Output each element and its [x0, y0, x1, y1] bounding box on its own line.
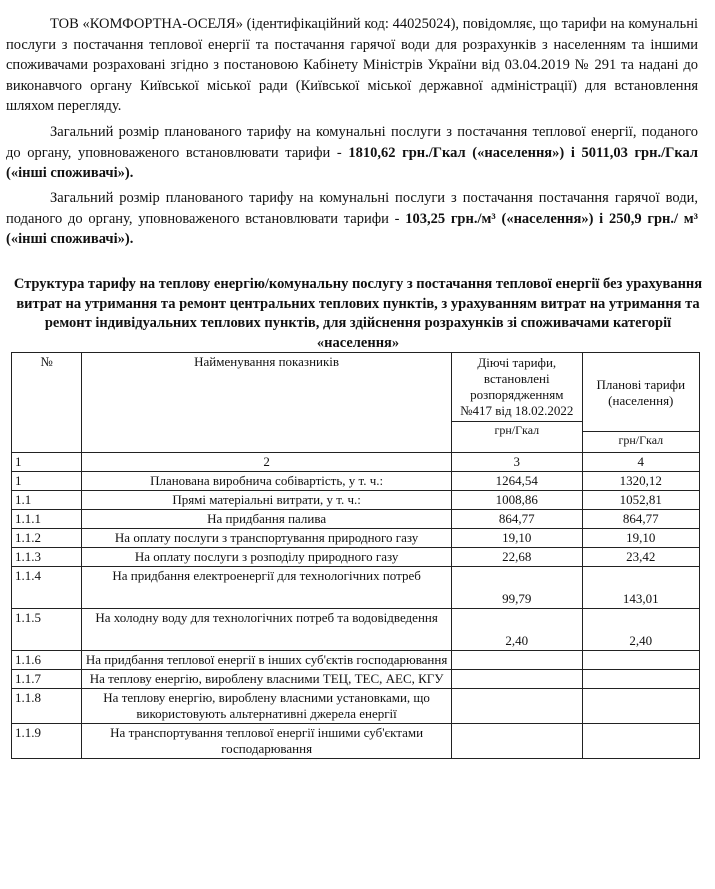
row-planned-value: 23,42 — [582, 548, 699, 567]
row-name: На холодну воду для технологічних потреб та водовідведення — [82, 609, 452, 651]
row-planned-value: 2,40 — [582, 609, 699, 651]
row-current-value: 22,68 — [452, 548, 583, 567]
row-planned-value — [582, 724, 699, 759]
intro-paragraph-1 — [6, 14, 698, 117]
table-header-row — [12, 353, 700, 453]
row-planned-value — [582, 670, 699, 689]
intro-text-2: Загальний розмір планованого тарифу на комунальні послуги з постачання теплової енергії, поданого до органу, уповноваженого встановлювати тарифи - — [6, 124, 698, 161]
table-row — [12, 689, 700, 724]
row-number: 1.1.5 — [12, 609, 82, 651]
header-planned — [582, 353, 699, 453]
table-title: Структура тарифу на теплову енергію/комунальну послугу з постачання теплової енергії без урахування витрат на утримання та ремонт центральних теплових пунктів, з урахуванням витрат на утримання та ремонт індивідуальних теплових пунктів, для здійснення розрахунків зі споживачами категорії «населення» — [13, 276, 703, 351]
row-planned-value: 1052,81 — [582, 491, 699, 510]
row-number: 1.1.1 — [12, 510, 82, 529]
row-number: 1.1.6 — [12, 651, 82, 670]
row-number: 1.1.8 — [12, 689, 82, 724]
row-current-value: 864,77 — [452, 510, 583, 529]
row-name: На теплову енергію, вироблену власними установками, що використовують альтернативні джерела енергії — [82, 689, 452, 724]
row-number: 1.1.3 — [12, 548, 82, 567]
tariff-structure-table — [11, 352, 700, 759]
row-current-value: 1264,54 — [452, 472, 583, 491]
row-current-value: 1008,86 — [452, 491, 583, 510]
row-number: 1.1.9 — [12, 724, 82, 759]
table-row — [12, 724, 700, 759]
col-number-4: 4 — [582, 453, 699, 472]
header-planned-label: Планові тарифи (населення) — [596, 377, 686, 408]
table-row — [12, 529, 700, 548]
header-current — [452, 353, 583, 453]
row-current-value — [452, 670, 583, 689]
table-row — [12, 651, 700, 670]
row-current-value: 19,10 — [452, 529, 583, 548]
row-name: На транспортування теплової енергії іншими суб'єктами господарювання — [82, 724, 452, 759]
table-row — [12, 510, 700, 529]
row-planned-value: 19,10 — [582, 529, 699, 548]
row-number: 1.1 — [12, 491, 82, 510]
row-name: Планована виробнича собівартість, у т. ч.: — [82, 472, 452, 491]
col-number-2: 2 — [82, 453, 452, 472]
row-number: 1.1.4 — [12, 567, 82, 609]
row-number: 1.1.2 — [12, 529, 82, 548]
row-current-value: 99,79 — [452, 567, 583, 609]
table-row — [12, 567, 700, 609]
table-row — [12, 548, 700, 567]
header-current-unit: грн/Гкал — [452, 421, 582, 438]
row-name: На оплату послуги з транспортування природного газу — [82, 529, 452, 548]
row-name: Прямі матеріальні витрати, у т. ч.: — [82, 491, 452, 510]
intro-paragraph-2 — [6, 122, 698, 184]
water-tariff-values: 103,25 грн./м³ («населення») і 250,9 грн./ м³ («інші споживачі»). — [6, 210, 698, 247]
table-row — [12, 472, 700, 491]
header-current-label: Діючі тарифи, встановлені розпорядженням №417 від 18.02.2022 — [460, 355, 574, 418]
header-name: Найменування показників — [82, 353, 452, 453]
table-row — [12, 491, 700, 510]
intro-text-1: ТОВ «КОМФОРТНА-ОСЕЛЯ» (ідентифікаційний код: 44025024), повідомляє, що тарифи на комунальні послуги з постачання теплової енергії та постачання гарячої води для розрахунків з населенням та іншими споживачами розраховані згідно з постановою Кабінету Міністрів України від 03.04.2019 № 291 та надані до виконавчого органу Київської міської ради (Київської міської державної адміністрації) для встановлення шляхом перегляду. — [6, 16, 698, 114]
row-name: На теплову енергію, вироблену власними ТЕЦ, ТЕС, АЕС, КГУ — [82, 670, 452, 689]
row-name: На придбання палива — [82, 510, 452, 529]
column-numbers-row — [12, 453, 700, 472]
row-current-value — [452, 651, 583, 670]
row-number: 1.1.7 — [12, 670, 82, 689]
intro-text-3: Загальний розмір планованого тарифу на комунальні послуги з постачання постачання гарячої води, поданого до органу, уповноваженого встановлювати тарифи - — [6, 190, 698, 227]
heat-tariff-values: 1810,62 грн./Гкал («населення») і 5011,03 грн./Гкал («інші споживачі»). — [6, 144, 698, 181]
row-current-value — [452, 724, 583, 759]
table-row — [12, 670, 700, 689]
row-name: На придбання теплової енергії в інших суб'єктів господарювання — [82, 651, 452, 670]
intro-paragraph-3 — [6, 188, 698, 250]
header-planned-box — [583, 353, 699, 431]
row-planned-value: 143,01 — [582, 567, 699, 609]
row-planned-value: 1320,12 — [582, 472, 699, 491]
header-no: № — [12, 353, 82, 453]
table-row — [12, 609, 700, 651]
row-number: 1 — [12, 472, 82, 491]
col-number-1: 1 — [12, 453, 82, 472]
row-planned-value: 864,77 — [582, 510, 699, 529]
col-number-3: 3 — [452, 453, 583, 472]
row-planned-value — [582, 689, 699, 724]
row-name: На придбання електроенергії для технологічних потреб — [82, 567, 452, 609]
row-current-value — [452, 689, 583, 724]
row-planned-value — [582, 651, 699, 670]
header-planned-unit: грн/Гкал — [583, 431, 699, 448]
row-name: На оплату послуги з розподілу природного газу — [82, 548, 452, 567]
row-current-value: 2,40 — [452, 609, 583, 651]
